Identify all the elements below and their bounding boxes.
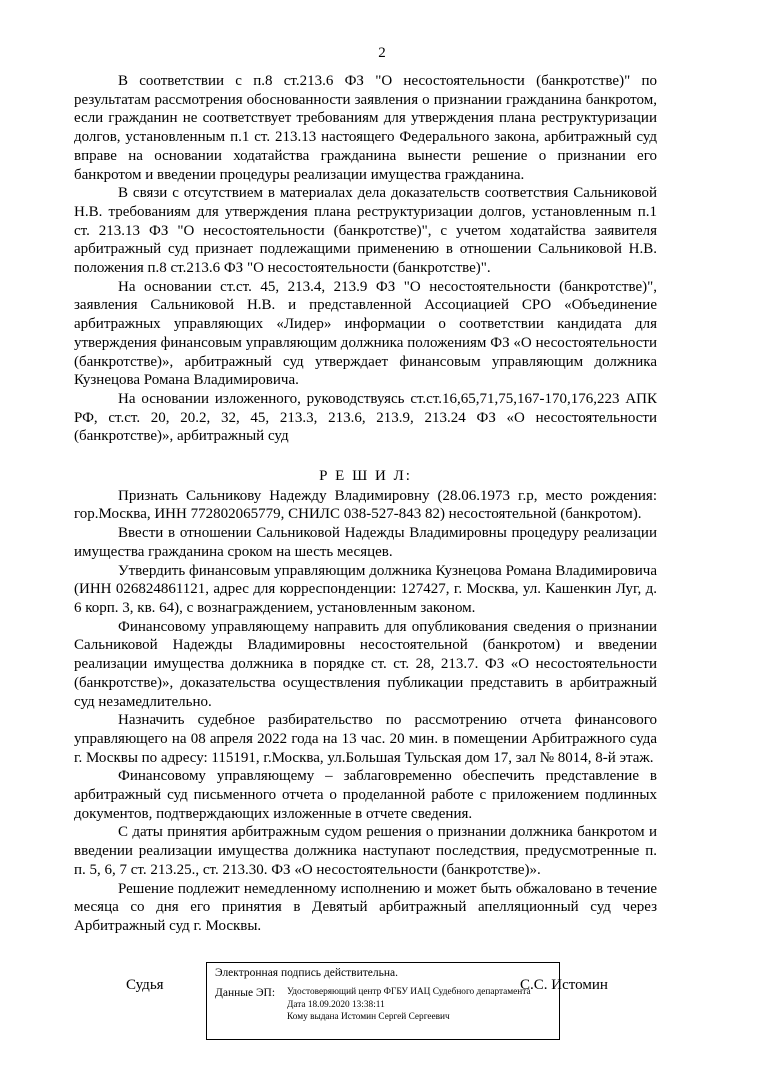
stamp-issuer: Удостоверяющий центр ФГБУ ИАЦ Судебного департамента: [287, 987, 531, 997]
stamp-details: [287, 986, 555, 1024]
stamp-valid-text: Электронная подпись действительна.: [215, 967, 398, 979]
decision-paragraph-4: Финансовому управляющему направить для опубликования сведения о признании Сальниковой Надежды Владимировны несостоятельной (банкротом) и введении реализации имущества должника в порядке ст. ст. 28, 213.7. ФЗ «О несостоятельности (банкротстве)», доказательства осуществления публикации представить в арбитражный суд незамедлительно.: [74, 618, 657, 710]
decision-section: [74, 487, 657, 936]
stamp-date: Дата 18.09.2020 13:38:11: [287, 999, 385, 1010]
decision-paragraph-3: Утвердить финансовым управляющим должника Кузнецова Романа Владимировича (ИНН 026824861121, адрес для корреспонденции: 127427, г. Москва, ул. Кашенкин Луг, д. 6 корп. 3, кв. 64), с вознаграждением, установленным законом.: [74, 562, 657, 616]
signature-block: [0, 962, 764, 1042]
paragraph-grounds-3: На основании ст.ст. 45, 213.4, 213.9 ФЗ "О несостоятельности (банкротстве)", заявления Сальниковой Н.В. и представленной Ассоциацией СРО «Объединение арбитражных управляющих «Лидер» информации о соответствии кандидата для утверждения финансовым управляющим должника положениям ФЗ «О несостоятельности (банкротстве)», арбитражный суд утверждает финансовым управляющим должника Кузнецова Романа Владимировича.: [74, 278, 657, 389]
decision-paragraph-6: Финансовому управляющему – заблаговременно обеспечить представление в арбитражный суд письменного отчета о проделанной работе с приложением подлинных документов, подтверждающих изложенные в отчете сведения.: [74, 768, 657, 822]
document-body: [74, 72, 657, 936]
electronic-signature-stamp: [206, 962, 560, 1040]
judge-name: С.С. Истомин: [520, 977, 608, 993]
judge-title: Судья: [126, 977, 164, 993]
decision-heading: Р Е Ш И Л:: [319, 468, 412, 485]
stamp-issued-to: Кому выдана Истомин Сергей Сергеевич: [287, 1012, 450, 1022]
decision-paragraph-8: Решение подлежит немедленному исполнению и может быть обжаловано в течение месяца со дня его принятия в Девятый арбитражный апелляционный суд через Арбитражный суд г. Москвы.: [74, 880, 657, 934]
page-number: 2: [378, 45, 386, 61]
decision-paragraph-1: Признать Сальникову Надежду Владимировну (28.06.1973 г.р, место рождения: гор.Москва, ИНН 772802065779, СНИЛС 038-527-843 82) несостоятельной (банкротом).: [74, 487, 657, 523]
stamp-data-label: Данные ЭП:: [215, 987, 276, 999]
paragraph-grounds-1: В соответствии с п.8 ст.213.6 ФЗ "О несостоятельности (банкротстве)" по результатам рассмотрения обоснованности заявления о признании гражданина банкротом, если гражданин не соответствует требованиям для утверждения плана реструктуризации долгов, установленным п.1 ст. 213.13 настоящего Федерального закона, арбитражный суд вправе на основании ходатайства гражданина вынести решение о признании его банкротом и введении процедуры реализации имущества гражданина.: [74, 73, 657, 183]
decision-paragraph-7: С даты принятия арбитражным судом решения о признании должника банкротом и введении реализации имущества должника наступают последствия, предусмотренные п. п. 5, 6, 7 ст. 213.25., ст. 213.30. ФЗ «О несостоятельности (банкротстве)».: [74, 824, 657, 878]
paragraph-grounds-4: На основании изложенного, руководствуясь ст.ст.16,65,71,75,167-170,176,223 АПК РФ, ст.ст. 20, 20.2, 32, 45, 213.3, 213.6, 213.9, 213.24 ФЗ «О несостоятельности (банкротстве)», арбитражный суд: [74, 390, 657, 445]
decision-paragraph-2: Ввести в отношении Сальниковой Надежды Владимировны процедуру реализации имущества гражданина сроком на шесть месяцев.: [74, 525, 657, 560]
decision-paragraph-5: Назначить судебное разбирательство по рассмотрению отчета финансового управляющего на 08 апреля 2022 года на 13 час. 20 мин. в помещении Арбитражного суда г. Москвы по адресу: 115191, г.Москва, ул.Большая Тульская дом 17, зал № 8014, 8-й этаж.: [74, 712, 657, 766]
paragraph-grounds-2: В связи с отсутствием в материалах дела доказательств соответствия Сальниковой Н.В. требованиям для утверждения плана реструктуризации долгов, установленным п.1 ст. 213.13 ФЗ "О несостоятельности (банкротстве)", с учетом ходатайства заявителя арбитражный суд признает подлежащими применению в отношении Сальниковой Н.В. положения п.8 ст.213.6 ФЗ "О несостоятельности (банкротстве)".: [74, 185, 657, 277]
